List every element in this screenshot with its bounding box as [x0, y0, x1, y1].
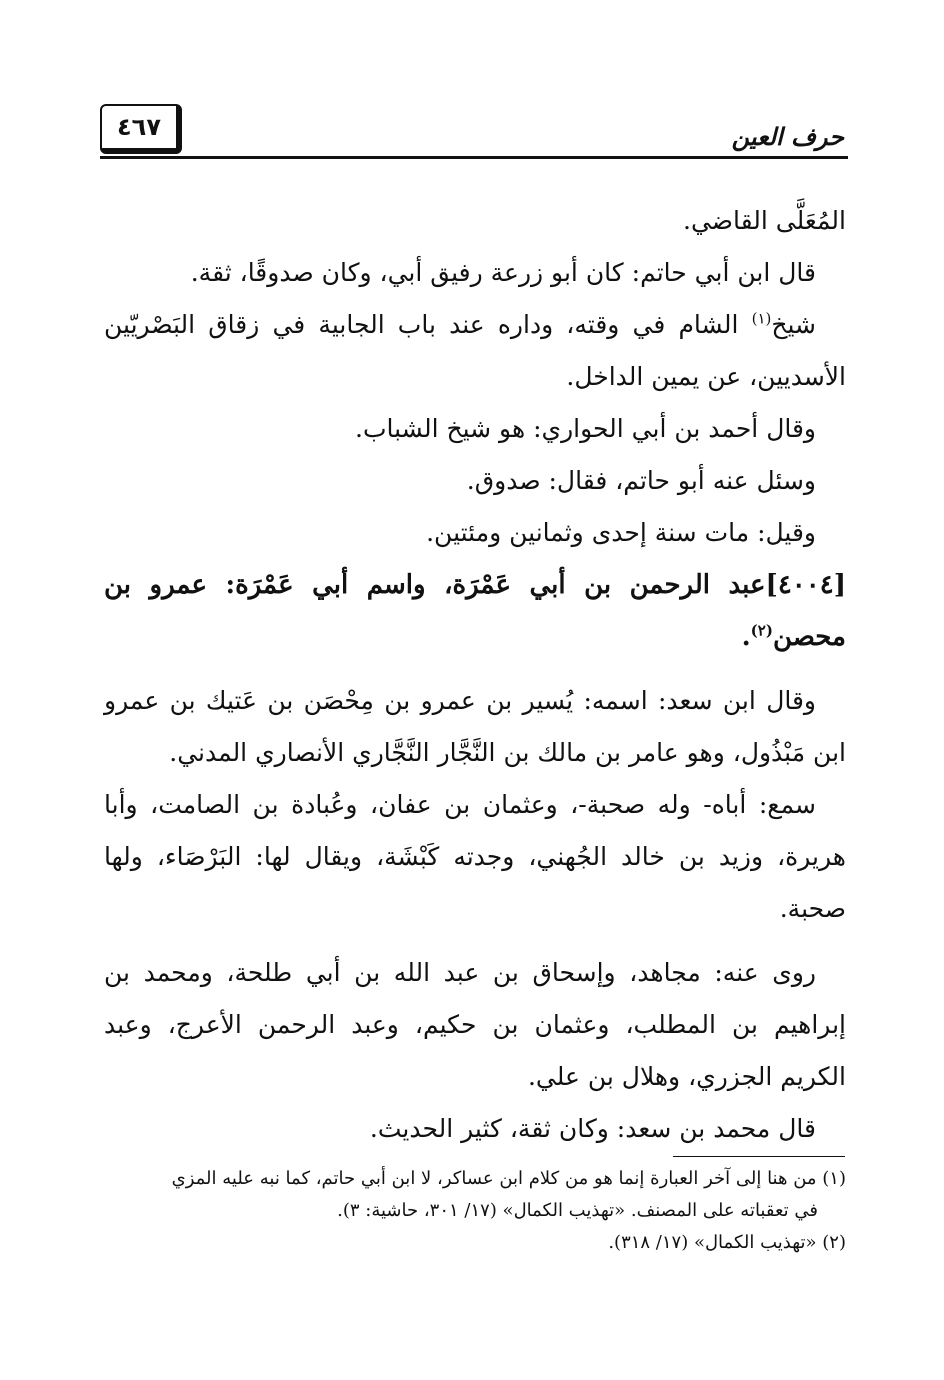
footnote: (٢) «تهذيب الكمال» (١٧/ ٣١٨). — [608, 1232, 846, 1253]
running-title: حرف العين — [731, 122, 844, 151]
entry-heading-end: . — [741, 622, 751, 652]
footnotes — [104, 1163, 846, 1259]
header-rule — [100, 156, 848, 159]
entry-heading-text: [٤٠٠٤]عبد الرحمن بن أبي عَمْرَة، واسم أبي عَمْرَة: عمرو بن محصن — [104, 570, 846, 652]
entry-heading — [104, 559, 846, 663]
paragraph: سمع: أباه- وله صحبة-، وعثمان بن عفان، وعُبادة بن الصامت، وأبا هريرة، وزيد بن خالد الجُهني، وجدته كَبْشَة، ويقال لها: البَرْصَاء، ولها صحبة. — [104, 790, 846, 923]
body-text — [104, 195, 846, 1155]
paragraph: المُعَلَّى القاضي. — [683, 206, 846, 235]
paragraph: قال محمد بن سعد: وكان ثقة، كثير الحديث. — [369, 1114, 816, 1143]
paragraph: قال ابن أبي حاتم: كان أبو زرعة رفيق أبي، وكان صدوقًا، ثقة. — [190, 258, 816, 287]
spacer — [104, 663, 846, 675]
paragraph: وسئل عنه أبو حاتم، فقال: صدوق. — [466, 466, 816, 495]
footnote: (١) من هنا إلى آخر العبارة إنما هو من كلام ابن عساكر، لا ابن أبي حاتم، كما نبه عليه المزي — [171, 1168, 846, 1189]
text-run: شيخ — [771, 310, 816, 339]
footnote-continuation: في تعقباته على المصنف. «تهذيب الكمال» (١٧/ ٣٠١، حاشية: ٣). — [337, 1200, 818, 1221]
footnote-rule — [673, 1156, 845, 1157]
page-number: ٤٦٧ — [100, 104, 182, 154]
page-header — [100, 104, 848, 162]
footnote-ref: (٢) — [750, 621, 773, 640]
paragraph — [104, 299, 846, 403]
footnote-ref: (١) — [751, 309, 772, 328]
spacer — [104, 935, 846, 947]
text-run: الشام في وقته، وداره عند باب الجابية في زقاق البَصْريّين الأسديين، عن يمين الداخل. — [104, 310, 846, 391]
paragraph: وقيل: مات سنة إحدى وثمانين ومئتين. — [426, 518, 816, 547]
paragraph: وقال ابن سعد: اسمه: يُسير بن عمرو بن مِحْصَن بن عَتيك بن عمرو ابن مَبْذُول، وهو عامر بن مالك بن النَّجَّار النَّجَّاري الأنصاري المدني. — [104, 686, 846, 767]
paragraph: وقال أحمد بن أبي الحواري: هو شيخ الشباب. — [355, 414, 816, 443]
paragraph: روى عنه: مجاهد، وإسحاق بن عبد الله بن أبي طلحة، ومحمد بن إبراهيم بن المطلب، وعثمان بن حكيم، وعبد الرحمن الأعرج، وعبد الكريم الجزري، وهلال بن علي. — [104, 958, 846, 1091]
